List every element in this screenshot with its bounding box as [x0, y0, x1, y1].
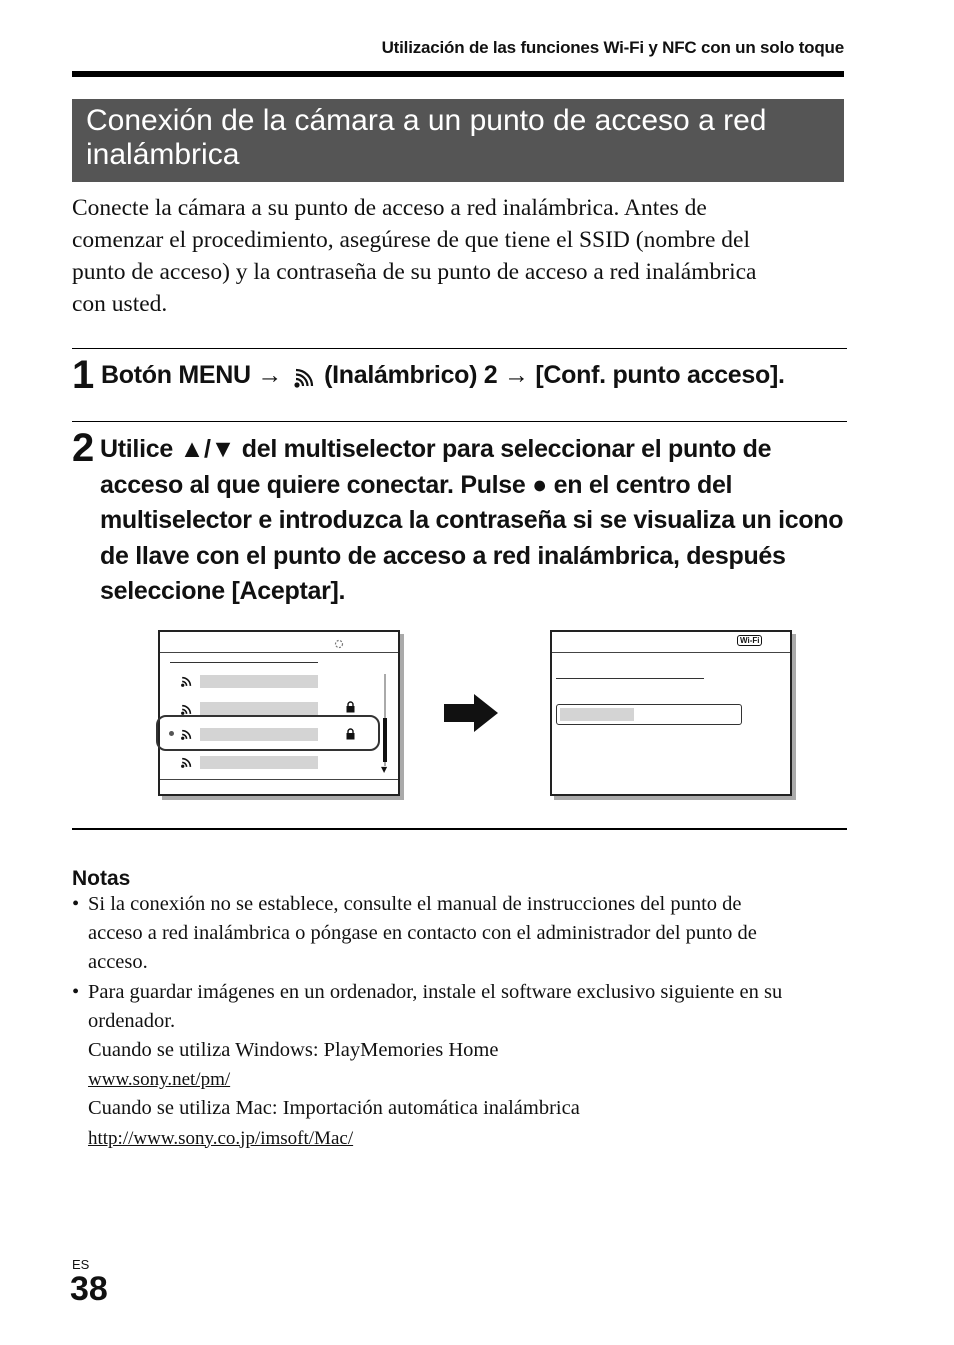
note-line: acceso. — [88, 951, 148, 974]
note-line: • Para guardar imágenes en un ordenador, instale el software exclusivo siguiente en su — [88, 980, 783, 1003]
notes-list — [72, 890, 852, 1153]
access-point-name-bar — [200, 702, 318, 715]
step-1-text — [101, 358, 785, 394]
screen-divider — [160, 652, 398, 653]
wireless-icon — [292, 365, 314, 387]
step-number: 2 — [72, 426, 95, 470]
step-divider — [72, 348, 847, 349]
top-rule — [72, 71, 844, 77]
scrollbar-thumb — [383, 718, 387, 762]
lock-icon — [346, 727, 355, 739]
note-item — [72, 978, 852, 1036]
list-header-line — [170, 662, 318, 663]
step-1-text-a: Botón MENU → — [101, 361, 283, 389]
windows-software-label: Cuando se utiliza Windows: PlayMemories Home — [88, 1039, 499, 1062]
selected-dot-icon — [169, 731, 174, 736]
wireless-icon — [180, 756, 192, 768]
notes-heading: Notas — [72, 867, 131, 890]
step-number: 1 — [72, 353, 95, 397]
wireless-icon — [180, 675, 192, 687]
note-line: • Si la conexión no se establece, consulte el manual de instrucciones del punto de — [88, 893, 742, 915]
page-number: 38 — [70, 1270, 108, 1308]
step-2-line: seleccione [Aceptar]. — [100, 577, 346, 605]
screen-label-line — [556, 678, 704, 679]
step-2-line: Utilice ▲/▼ del multiselector para seleccionar el punto de — [100, 435, 772, 463]
camera-screen-password-entry — [550, 630, 792, 796]
screen-divider — [552, 652, 790, 653]
step-1-text-b: (Inalámbrico) 2 → [Conf. punto acceso]. — [324, 361, 785, 389]
running-header: Utilización de las funciones Wi-Fi y NFC con un solo toque — [381, 38, 844, 57]
note-line: acceso a red inalámbrica o póngase en contacto con el administrador del punto de — [88, 922, 757, 945]
access-point-name-bar — [200, 756, 318, 769]
wifi-badge-icon: Wi-Fi — [737, 635, 762, 646]
intro-line: Conecte la cámara a su punto de acceso a red inalámbrica. Antes de — [72, 195, 707, 221]
intro-line: comenzar el procedimiento, asegúrese de que tiene el SSID (nombre del — [72, 227, 750, 253]
access-point-name-bar — [200, 728, 318, 741]
right-arrow-icon — [444, 694, 498, 732]
screen-divider — [160, 779, 398, 780]
wireless-icon — [180, 703, 192, 715]
step-2-line: multiselector e introduzca la contraseña si se visualiza un icono — [100, 506, 844, 534]
step-divider — [72, 421, 847, 422]
camera-screen-access-point-list — [158, 630, 400, 796]
step-2-text — [100, 432, 860, 610]
mac-software-label: Cuando se utiliza Mac: Importación automática inalámbrica — [88, 1097, 580, 1120]
loading-icon — [334, 636, 344, 646]
lock-icon — [346, 700, 355, 712]
section-title-line: Conexión de la cámara a un punto de acceso a red — [86, 104, 767, 137]
language-code: ES — [72, 1257, 90, 1272]
access-point-name-bar — [200, 675, 318, 688]
wireless-icon — [180, 728, 192, 740]
scroll-arrow-icon: ▼ — [381, 765, 388, 774]
note-line: ordenador. — [88, 1009, 176, 1032]
note-item — [72, 890, 852, 978]
step-2-line: acceso al que quiere conectar. Pulse ● en el centro del — [100, 470, 733, 499]
step-2-line: de llave con el punto de acceso a red inalámbrica, después — [100, 541, 786, 570]
mac-software-link[interactable]: http://www.sony.co.jp/imsoft/Mac/ — [88, 1127, 354, 1149]
section-title — [86, 104, 826, 172]
section-title-line: inalámbrica — [86, 138, 240, 171]
password-value-bar — [560, 708, 634, 721]
intro-paragraph — [72, 192, 852, 320]
intro-line: punto de acceso) y la contraseña de su punto de acceso a red inalámbrica — [72, 259, 757, 285]
section-end-rule — [72, 828, 847, 830]
windows-software-link[interactable]: www.sony.net/pm/ — [88, 1069, 231, 1091]
intro-line: con usted. — [72, 291, 168, 317]
